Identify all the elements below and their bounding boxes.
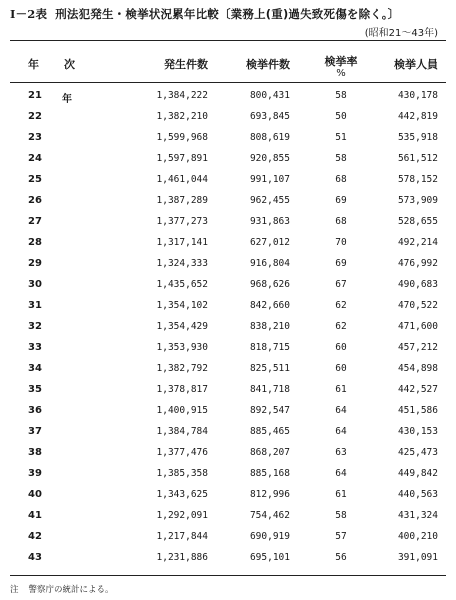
- cleared-cell: 842,660: [249, 300, 290, 311]
- clearance-rate-cell: 62: [335, 321, 347, 332]
- year-cell: 29: [28, 258, 42, 269]
- persons-cell: 442,527: [397, 384, 438, 395]
- clearance-rate-cell: 51: [335, 132, 347, 143]
- table-row: [10, 548, 446, 569]
- year-cell: 39: [28, 468, 42, 479]
- persons-cell: 490,683: [397, 279, 438, 290]
- table-row: [10, 464, 446, 485]
- header-year-b: 次: [64, 58, 75, 71]
- clearance-rate-cell: 60: [335, 342, 347, 353]
- occurrences-cell: 1,354,429: [156, 321, 208, 332]
- table-row: [10, 401, 446, 422]
- table-row: [10, 86, 446, 107]
- year-cell: 43: [28, 552, 42, 563]
- cleared-cell: 962,455: [249, 195, 290, 206]
- header-persons: 検挙人員: [394, 58, 438, 71]
- clearance-rate-cell: 57: [335, 531, 347, 542]
- header-occurrences: 発生件数: [164, 58, 208, 71]
- table-row: [10, 191, 446, 212]
- table-row: [10, 359, 446, 380]
- occurrences-cell: 1,384,222: [156, 90, 208, 101]
- clearance-rate-cell: 64: [335, 405, 347, 416]
- year-cell: 41: [28, 510, 42, 521]
- cleared-cell: 991,107: [249, 174, 290, 185]
- occurrences-cell: 1,292,091: [156, 510, 208, 521]
- occurrences-cell: 1,354,102: [156, 300, 208, 311]
- cleared-cell: 868,207: [249, 447, 290, 458]
- cleared-cell: 931,863: [249, 216, 290, 227]
- year-cell: 38: [28, 447, 42, 458]
- persons-cell: 442,819: [397, 111, 438, 122]
- occurrences-cell: 1,377,273: [156, 216, 208, 227]
- table-row: [10, 254, 446, 275]
- clearance-rate-cell: 69: [335, 195, 347, 206]
- cleared-cell: 627,012: [249, 237, 290, 248]
- year-cell: 23: [28, 132, 42, 143]
- table-row: [10, 317, 446, 338]
- persons-cell: 471,600: [397, 321, 438, 332]
- table-row: [10, 527, 446, 548]
- top-rule: [10, 40, 446, 41]
- table-number: I－2表: [10, 7, 48, 21]
- year-cell: 40: [28, 489, 42, 500]
- clearance-rate-cell: 63: [335, 447, 347, 458]
- year-cell: 34: [28, 363, 42, 374]
- header-year-a: 年: [28, 58, 39, 71]
- table-period: (昭和21～43年): [364, 28, 438, 39]
- persons-cell: 449,842: [397, 468, 438, 479]
- table-row: [10, 149, 446, 170]
- cleared-cell: 818,715: [249, 342, 290, 353]
- persons-cell: 391,091: [397, 552, 438, 563]
- cleared-cell: 920,855: [249, 153, 290, 164]
- year-cell: 21: [28, 90, 42, 101]
- persons-cell: 492,214: [397, 237, 438, 248]
- persons-cell: 430,178: [397, 90, 438, 101]
- footnote-text: 警察庁の統計による。: [28, 585, 114, 595]
- occurrences-cell: 1,377,476: [156, 447, 208, 458]
- clearance-rate-cell: 68: [335, 174, 347, 185]
- header-rule: [10, 82, 446, 83]
- persons-cell: 457,212: [397, 342, 438, 353]
- occurrences-cell: 1,343,625: [156, 489, 208, 500]
- cleared-cell: 885,465: [249, 426, 290, 437]
- clearance-rate-cell: 64: [335, 426, 347, 437]
- occurrences-cell: 1,597,891: [156, 153, 208, 164]
- clearance-rate-cell: 62: [335, 300, 347, 311]
- year-suffix-cell: 年: [62, 94, 72, 105]
- clearance-rate-cell: 70: [335, 237, 347, 248]
- occurrences-cell: 1,435,652: [156, 279, 208, 290]
- cleared-cell: 690,919: [249, 531, 290, 542]
- year-cell: 37: [28, 426, 42, 437]
- clearance-rate-cell: 58: [335, 153, 347, 164]
- persons-cell: 561,512: [397, 153, 438, 164]
- header-rate-label: 検挙率: [324, 55, 358, 68]
- table-row: [10, 170, 446, 191]
- persons-cell: 451,586: [397, 405, 438, 416]
- cleared-cell: 885,168: [249, 468, 290, 479]
- persons-cell: 440,563: [397, 489, 438, 500]
- table-row: [10, 296, 446, 317]
- occurrences-cell: 1,385,358: [156, 468, 208, 479]
- year-cell: 35: [28, 384, 42, 395]
- cleared-cell: 808,619: [249, 132, 290, 143]
- persons-cell: 454,898: [397, 363, 438, 374]
- header-rate-unit: %: [336, 68, 346, 79]
- occurrences-cell: 1,599,968: [156, 132, 208, 143]
- occurrences-cell: 1,387,289: [156, 195, 208, 206]
- footnote-label: 注: [10, 585, 19, 595]
- table-row: [10, 212, 446, 233]
- clearance-rate-cell: 67: [335, 279, 347, 290]
- table-row: [10, 338, 446, 359]
- clearance-rate-cell: 68: [335, 216, 347, 227]
- year-cell: 36: [28, 405, 42, 416]
- cleared-cell: 693,845: [249, 111, 290, 122]
- year-cell: 31: [28, 300, 42, 311]
- year-cell: 25: [28, 174, 42, 185]
- table-row: [10, 128, 446, 149]
- clearance-rate-cell: 61: [335, 384, 347, 395]
- persons-cell: 528,655: [397, 216, 438, 227]
- cleared-cell: 825,511: [249, 363, 290, 374]
- table-title-text: 刑法犯発生・検挙状況累年比較〔業務上(重)過失致死傷を除く。〕: [55, 7, 400, 21]
- year-cell: 30: [28, 279, 42, 290]
- year-cell: 22: [28, 111, 42, 122]
- clearance-rate-cell: 50: [335, 111, 347, 122]
- table-row: [10, 275, 446, 296]
- cleared-cell: 800,431: [249, 90, 290, 101]
- table-body: [10, 86, 446, 569]
- year-cell: 42: [28, 531, 42, 542]
- table-row: [10, 485, 446, 506]
- cleared-cell: 968,626: [249, 279, 290, 290]
- occurrences-cell: 1,378,817: [156, 384, 208, 395]
- year-cell: 28: [28, 237, 42, 248]
- footnote: [10, 583, 114, 595]
- clearance-rate-cell: 64: [335, 468, 347, 479]
- table-row: [10, 380, 446, 401]
- persons-cell: 431,324: [397, 510, 438, 521]
- persons-cell: 470,522: [397, 300, 438, 311]
- persons-cell: 535,918: [397, 132, 438, 143]
- persons-cell: 573,909: [397, 195, 438, 206]
- persons-cell: 425,473: [397, 447, 438, 458]
- table-title: [10, 6, 399, 22]
- cleared-cell: 892,547: [249, 405, 290, 416]
- occurrences-cell: 1,400,915: [156, 405, 208, 416]
- year-cell: 33: [28, 342, 42, 353]
- occurrences-cell: 1,317,141: [156, 237, 208, 248]
- persons-cell: 400,210: [397, 531, 438, 542]
- clearance-rate-cell: 58: [335, 510, 347, 521]
- year-cell: 32: [28, 321, 42, 332]
- cleared-cell: 916,804: [249, 258, 290, 269]
- occurrences-cell: 1,324,333: [156, 258, 208, 269]
- cleared-cell: 812,996: [249, 489, 290, 500]
- year-cell: 24: [28, 153, 42, 164]
- table-row: [10, 506, 446, 527]
- occurrences-cell: 1,217,844: [156, 531, 208, 542]
- persons-cell: 476,992: [397, 258, 438, 269]
- occurrences-cell: 1,461,044: [156, 174, 208, 185]
- occurrences-cell: 1,382,792: [156, 363, 208, 374]
- table-row: [10, 233, 446, 254]
- persons-cell: 578,152: [397, 174, 438, 185]
- clearance-rate-cell: 60: [335, 363, 347, 374]
- clearance-rate-cell: 69: [335, 258, 347, 269]
- occurrences-cell: 1,382,210: [156, 111, 208, 122]
- occurrences-cell: 1,353,930: [156, 342, 208, 353]
- clearance-rate-cell: 58: [335, 90, 347, 101]
- cleared-cell: 754,462: [249, 510, 290, 521]
- bottom-rule: [10, 575, 446, 576]
- year-cell: 26: [28, 195, 42, 206]
- header-cleared: 検挙件数: [246, 58, 290, 71]
- clearance-rate-cell: 61: [335, 489, 347, 500]
- occurrences-cell: 1,384,784: [156, 426, 208, 437]
- cleared-cell: 695,101: [249, 552, 290, 563]
- occurrences-cell: 1,231,886: [156, 552, 208, 563]
- table-row: [10, 107, 446, 128]
- clearance-rate-cell: 56: [335, 552, 347, 563]
- year-cell: 27: [28, 216, 42, 227]
- cleared-cell: 841,718: [249, 384, 290, 395]
- table-row: [10, 443, 446, 464]
- table-row: [10, 422, 446, 443]
- cleared-cell: 838,210: [249, 321, 290, 332]
- persons-cell: 430,153: [397, 426, 438, 437]
